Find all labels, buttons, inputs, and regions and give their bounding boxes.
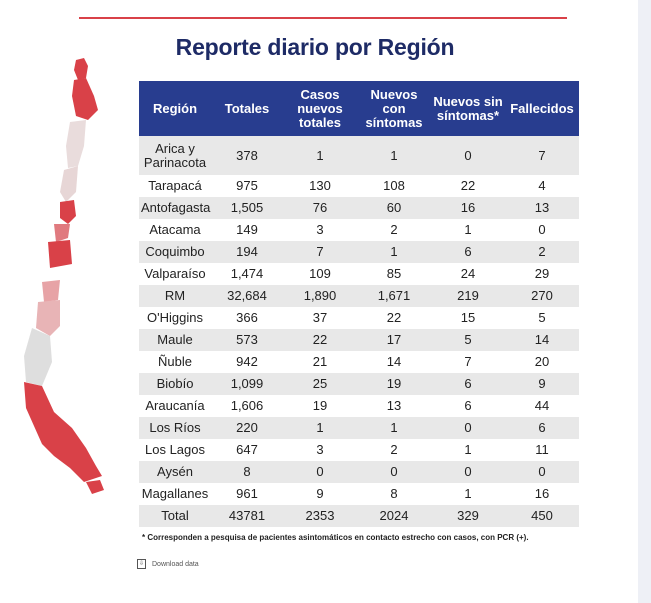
- cell-totales: 194: [211, 241, 283, 263]
- map-region-rm: [48, 240, 72, 268]
- cell-sin-sintomas: 0: [431, 461, 505, 483]
- cell-region: Aysén: [139, 461, 211, 483]
- col-header-casos-nuevos: Casos nuevos totales: [283, 81, 357, 136]
- cell-sin-sintomas: 24: [431, 263, 505, 285]
- table-total-row: [139, 505, 579, 527]
- cell-totales: 366: [211, 307, 283, 329]
- cell-fallecidos: 5: [505, 307, 579, 329]
- cell-con-sintomas: 13: [357, 395, 431, 417]
- cell-totales: 220: [211, 417, 283, 439]
- table-row: [139, 219, 579, 241]
- cell-region: Arica y Parinacota: [139, 136, 211, 175]
- cell-sin-sintomas: 1: [431, 483, 505, 505]
- cell-total-con-sintomas: 2024: [357, 505, 431, 527]
- cell-casos-nuevos: 130: [283, 175, 357, 197]
- download-label: Download data: [152, 560, 199, 568]
- cell-fallecidos: 6: [505, 417, 579, 439]
- cell-con-sintomas: 0: [357, 461, 431, 483]
- cell-totales: 942: [211, 351, 283, 373]
- map-region-valparaiso: [54, 224, 70, 242]
- col-header-nuevos-sin-sintomas: Nuevos sin síntomas*: [431, 81, 505, 136]
- cell-region: Antofagasta: [139, 197, 211, 219]
- cell-totales: 8: [211, 461, 283, 483]
- map-region-ohiggins: [42, 280, 60, 302]
- cell-casos-nuevos: 25: [283, 373, 357, 395]
- cell-region: Valparaíso: [139, 263, 211, 285]
- cell-region: Ñuble: [139, 351, 211, 373]
- cell-fallecidos: 16: [505, 483, 579, 505]
- cell-sin-sintomas: 1: [431, 219, 505, 241]
- cell-casos-nuevos: 22: [283, 329, 357, 351]
- cell-con-sintomas: 85: [357, 263, 431, 285]
- table-row: [139, 417, 579, 439]
- cell-sin-sintomas: 219: [431, 285, 505, 307]
- map-region-antofagasta: [66, 120, 86, 168]
- cell-sin-sintomas: 0: [431, 417, 505, 439]
- cell-fallecidos: 4: [505, 175, 579, 197]
- cell-casos-nuevos: 1,890: [283, 285, 357, 307]
- cell-totales: 1,505: [211, 197, 283, 219]
- top-divider: [79, 17, 567, 19]
- cell-fallecidos: 14: [505, 329, 579, 351]
- cell-region: Coquimbo: [139, 241, 211, 263]
- cell-fallecidos: 29: [505, 263, 579, 285]
- cell-casos-nuevos: 3: [283, 219, 357, 241]
- cell-con-sintomas: 22: [357, 307, 431, 329]
- map-region-arica: [74, 58, 88, 80]
- cell-totales: 975: [211, 175, 283, 197]
- cell-con-sintomas: 14: [357, 351, 431, 373]
- table-row: [139, 263, 579, 285]
- chile-map-icon: [14, 56, 114, 502]
- cell-sin-sintomas: 15: [431, 307, 505, 329]
- cell-con-sintomas: 1: [357, 241, 431, 263]
- cell-total-casos-nuevos: 2353: [283, 505, 357, 527]
- col-header-nuevos-con-sintomas: Nuevos con síntomas: [357, 81, 431, 136]
- cell-region: Tarapacá: [139, 175, 211, 197]
- cell-totales: 573: [211, 329, 283, 351]
- table-row: [139, 197, 579, 219]
- cell-sin-sintomas: 1: [431, 439, 505, 461]
- table-row: [139, 329, 579, 351]
- cell-con-sintomas: 8: [357, 483, 431, 505]
- table-header-row: [139, 81, 579, 136]
- cell-con-sintomas: 19: [357, 373, 431, 395]
- cell-fallecidos: 44: [505, 395, 579, 417]
- table-row: [139, 351, 579, 373]
- cell-region: Araucanía: [139, 395, 211, 417]
- cell-fallecidos: 13: [505, 197, 579, 219]
- table-row: [139, 395, 579, 417]
- map-region-coquimbo: [60, 200, 76, 224]
- cell-region: Atacama: [139, 219, 211, 241]
- table-row: [139, 307, 579, 329]
- cell-casos-nuevos: 7: [283, 241, 357, 263]
- cell-con-sintomas: 2: [357, 219, 431, 241]
- download-data-link[interactable]: [137, 559, 199, 569]
- cell-con-sintomas: 2: [357, 439, 431, 461]
- cell-con-sintomas: 108: [357, 175, 431, 197]
- table-row: [139, 373, 579, 395]
- cell-con-sintomas: 17: [357, 329, 431, 351]
- cell-casos-nuevos: 21: [283, 351, 357, 373]
- map-region-atacama: [60, 166, 78, 202]
- cell-con-sintomas: 1,671: [357, 285, 431, 307]
- table-row: [139, 136, 579, 175]
- table-row: [139, 285, 579, 307]
- cell-region: RM: [139, 285, 211, 307]
- cell-casos-nuevos: 109: [283, 263, 357, 285]
- table-row: [139, 175, 579, 197]
- map-region-sur: [24, 328, 52, 386]
- cell-totales: 1,474: [211, 263, 283, 285]
- table-row: [139, 483, 579, 505]
- cell-region: O'Higgins: [139, 307, 211, 329]
- cell-con-sintomas: 1: [357, 136, 431, 175]
- cell-total-fallecidos: 450: [505, 505, 579, 527]
- cell-casos-nuevos: 37: [283, 307, 357, 329]
- cell-region: Magallanes: [139, 483, 211, 505]
- cell-fallecidos: 11: [505, 439, 579, 461]
- cell-fallecidos: 270: [505, 285, 579, 307]
- cell-totales: 149: [211, 219, 283, 241]
- cell-sin-sintomas: 6: [431, 373, 505, 395]
- footnote: * Corresponden a pesquisa de pacientes asintomáticos en contacto estrecho con casos, con PCR (+).: [142, 533, 529, 542]
- page-gutter: [638, 0, 651, 603]
- cell-sin-sintomas: 6: [431, 241, 505, 263]
- cell-casos-nuevos: 76: [283, 197, 357, 219]
- col-header-totales: Totales: [211, 81, 283, 136]
- cell-totales: 647: [211, 439, 283, 461]
- cell-totales: 1,099: [211, 373, 283, 395]
- cell-fallecidos: 2: [505, 241, 579, 263]
- cell-sin-sintomas: 0: [431, 136, 505, 175]
- cell-totales: 961: [211, 483, 283, 505]
- cell-fallecidos: 20: [505, 351, 579, 373]
- cell-total-label: Total: [139, 505, 211, 527]
- cell-totales: 378: [211, 136, 283, 175]
- cell-fallecidos: 7: [505, 136, 579, 175]
- cell-fallecidos: 0: [505, 219, 579, 241]
- cell-casos-nuevos: 1: [283, 136, 357, 175]
- cell-region: Biobío: [139, 373, 211, 395]
- map-region-tierra-del-fuego: [86, 480, 104, 494]
- cell-totales: 1,606: [211, 395, 283, 417]
- cell-fallecidos: 9: [505, 373, 579, 395]
- cell-con-sintomas: 1: [357, 417, 431, 439]
- cell-sin-sintomas: 7: [431, 351, 505, 373]
- col-header-region: Región: [139, 81, 211, 136]
- cell-sin-sintomas: 5: [431, 329, 505, 351]
- cell-region: Maule: [139, 329, 211, 351]
- cell-casos-nuevos: 1: [283, 417, 357, 439]
- cell-totales: 32,684: [211, 285, 283, 307]
- col-header-fallecidos: Fallecidos: [505, 81, 579, 136]
- map-region-centro-sur: [36, 300, 60, 336]
- cell-fallecidos: 0: [505, 461, 579, 483]
- cell-sin-sintomas: 6: [431, 395, 505, 417]
- cell-total-sin-sintomas: 329: [431, 505, 505, 527]
- table-row: [139, 461, 579, 483]
- cell-casos-nuevos: 19: [283, 395, 357, 417]
- download-icon: ⇩: [138, 561, 145, 567]
- cell-casos-nuevos: 3: [283, 439, 357, 461]
- page-title: Reporte diario por Región: [175, 34, 455, 60]
- cell-region: Los Ríos: [139, 417, 211, 439]
- table-row: [139, 439, 579, 461]
- cell-casos-nuevos: 0: [283, 461, 357, 483]
- cell-casos-nuevos: 9: [283, 483, 357, 505]
- cell-con-sintomas: 60: [357, 197, 431, 219]
- cell-region: Los Lagos: [139, 439, 211, 461]
- table-row: [139, 241, 579, 263]
- regions-table: [139, 81, 579, 527]
- cell-sin-sintomas: 22: [431, 175, 505, 197]
- cell-sin-sintomas: 16: [431, 197, 505, 219]
- map-region-austral: [24, 382, 102, 482]
- cell-total-totales: 43781: [211, 505, 283, 527]
- map-region-tarapaca: [72, 78, 98, 120]
